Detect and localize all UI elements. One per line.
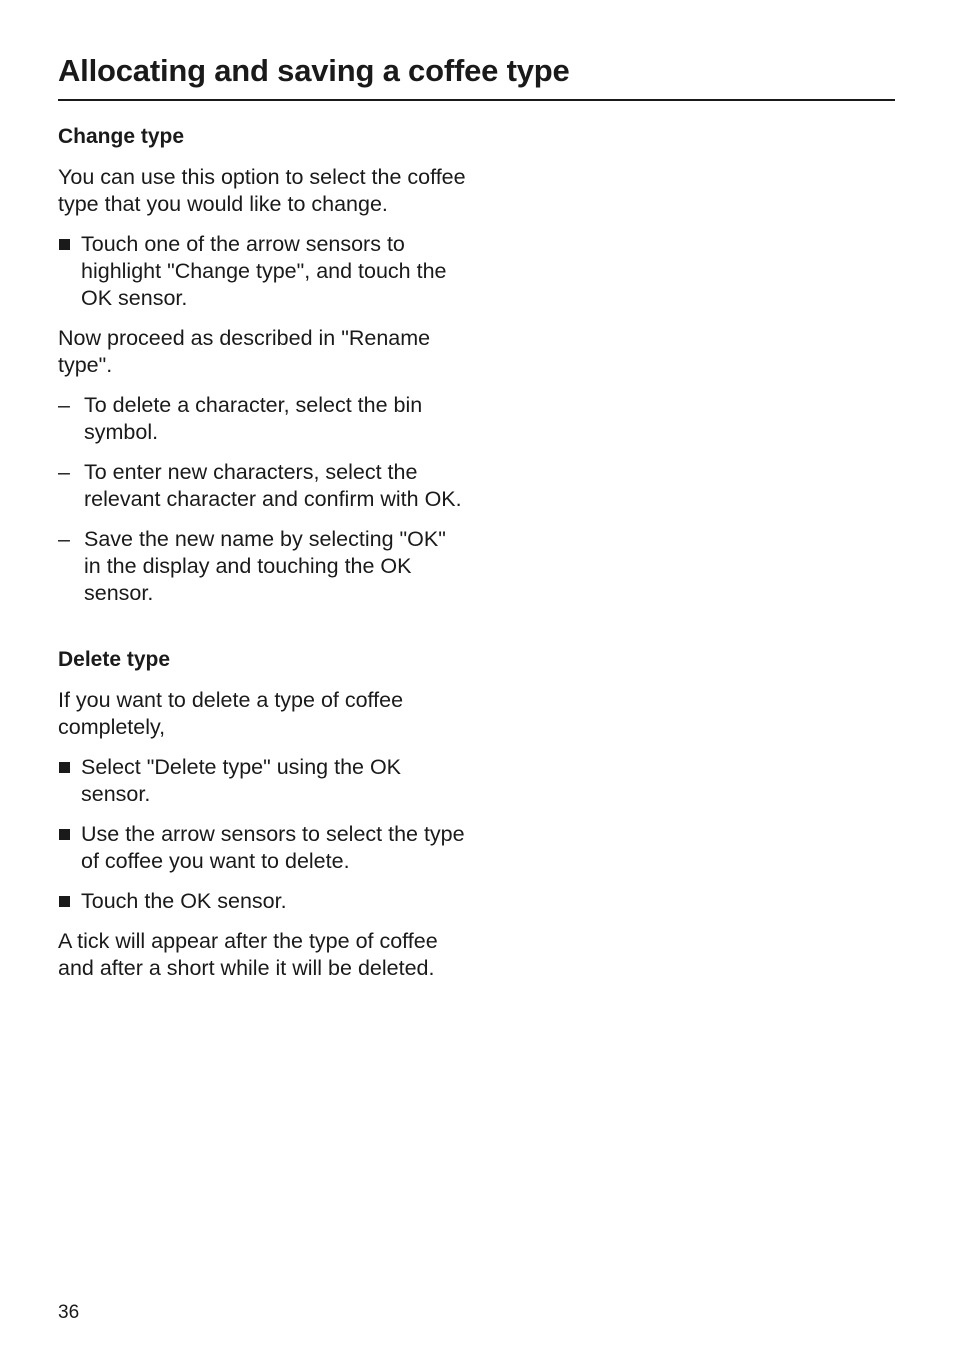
delete-type-step <box>58 888 468 915</box>
page-number: 36 <box>58 1302 80 1323</box>
dash-bullet-icon: – <box>58 527 70 551</box>
step-text: Touch one of the arrow sensors to highlight "Change type", and touch the OK sensor. <box>81 232 447 310</box>
dash-bullet-icon: – <box>58 460 70 484</box>
content-column <box>58 122 468 995</box>
change-type-note: Now proceed as described in "Rename type". <box>58 326 431 377</box>
delete-type-intro: If you want to delete a type of coffee completely, <box>58 688 404 739</box>
page-title: Allocating and saving a coffee type <box>58 53 570 88</box>
change-type-substep <box>58 526 468 607</box>
title-divider <box>58 99 895 101</box>
change-type-intro: You can use this option to select the coffee type that you would like to change. <box>58 165 466 216</box>
change-type-step <box>58 231 468 312</box>
substep-text: To delete a character, select the bin symbol. <box>84 393 423 444</box>
delete-type-step <box>58 754 468 808</box>
square-bullet-icon <box>59 829 70 840</box>
delete-type-step <box>58 821 468 875</box>
square-bullet-icon <box>59 239 70 250</box>
substep-text: To enter new characters, select the relevant character and confirm with OK. <box>84 460 462 511</box>
step-text: Touch the OK sensor. <box>81 889 287 913</box>
dash-bullet-icon: – <box>58 393 70 417</box>
section-heading-change-type: Change type <box>58 125 185 148</box>
square-bullet-icon <box>59 896 70 907</box>
delete-type-outro: A tick will appear after the type of coffee and after a short while it will be deleted. <box>58 929 438 980</box>
change-type-substep <box>58 392 468 446</box>
step-text: Select "Delete type" using the OK sensor. <box>81 755 402 806</box>
section-heading-delete-type: Delete type <box>58 648 171 671</box>
change-type-substep <box>58 459 468 513</box>
step-text: Use the arrow sensors to select the type of coffee you want to delete. <box>81 822 465 873</box>
substep-text: Save the new name by selecting "OK" in the display and touching the OK sensor. <box>84 527 446 605</box>
square-bullet-icon <box>59 762 70 773</box>
